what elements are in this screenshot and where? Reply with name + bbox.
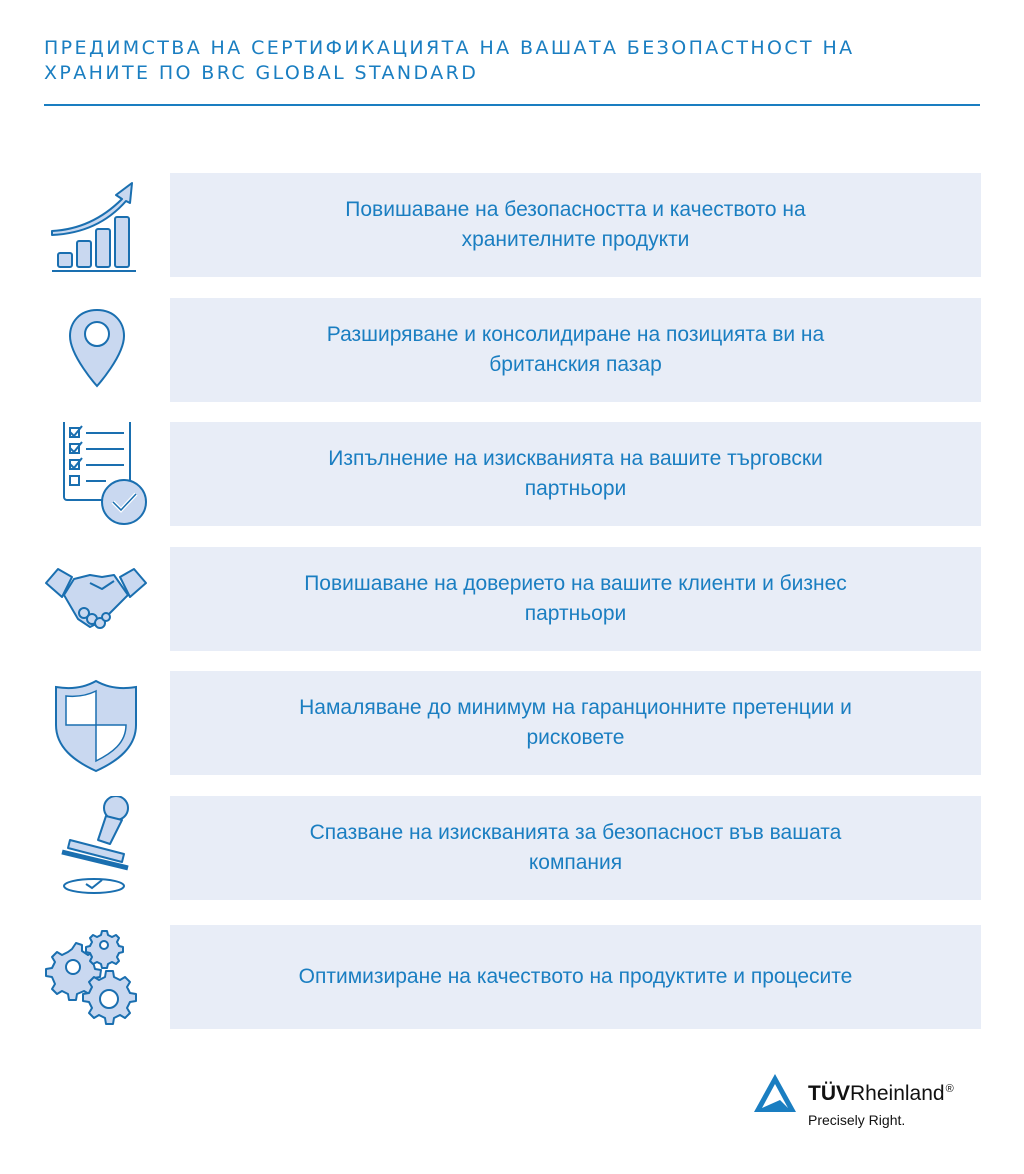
benefit-item bbox=[44, 796, 981, 900]
shield-icon bbox=[44, 671, 148, 775]
tuv-triangle-icon bbox=[752, 1072, 798, 1116]
gears-icon bbox=[44, 925, 148, 1029]
benefit-text: Повишаване на безопасността и качеството на хранителните продукти bbox=[345, 198, 806, 251]
benefit-item bbox=[44, 298, 981, 402]
title-line-1: ПРЕДИМСТВА НА СЕРТИФИКАЦИЯТА НА ВАШАТА БЕЗОПАСТНОСТ НА bbox=[44, 37, 855, 59]
benefit-panel bbox=[170, 173, 981, 277]
logo-brand bbox=[808, 1082, 954, 1106]
benefit-item bbox=[44, 547, 981, 651]
location-pin-icon bbox=[44, 298, 148, 402]
benefit-text: Изпълнение на изискванията на вашите търговски партньори bbox=[328, 447, 823, 500]
benefit-text: Разширяване и консолидиране на позицията ви на британския пазар bbox=[326, 323, 825, 376]
logo-tagline: Precisely Right. bbox=[808, 1112, 906, 1128]
benefit-text: Намаляване до минимум на гаранционните претенции и рисковете bbox=[299, 696, 852, 749]
benefit-panel bbox=[170, 671, 981, 775]
page-title bbox=[44, 36, 944, 86]
benefit-panel bbox=[170, 298, 981, 402]
benefit-item bbox=[44, 422, 981, 526]
stamp-icon bbox=[44, 796, 148, 900]
growth-chart-icon bbox=[44, 173, 148, 277]
handshake-icon bbox=[44, 547, 148, 651]
benefit-item bbox=[44, 173, 981, 277]
title-line-2: ХРАНИТЕ ПО BRC GLOBAL STANDARD bbox=[44, 62, 479, 84]
benefit-item bbox=[44, 925, 981, 1029]
benefit-text: Повишаване на доверието на вашите клиенти и бизнес партньори bbox=[304, 572, 847, 625]
benefit-panel bbox=[170, 796, 981, 900]
logo-brand-rest: Rheinland bbox=[850, 1082, 945, 1105]
benefit-text: Оптимизиране на качеството на продуктите и процесите bbox=[298, 965, 853, 988]
checklist-icon bbox=[44, 422, 148, 526]
logo-brand-bold: TÜV bbox=[808, 1082, 850, 1105]
benefit-panel bbox=[170, 422, 981, 526]
benefit-panel bbox=[170, 547, 981, 651]
benefit-text: Спазване на изискванията за безопасност във вашата компания bbox=[309, 821, 842, 874]
title-divider bbox=[44, 104, 980, 106]
tuv-rheinland-logo bbox=[752, 1070, 992, 1134]
benefit-item bbox=[44, 671, 981, 775]
logo-registered-mark: ® bbox=[945, 1083, 954, 1095]
benefit-panel bbox=[170, 925, 981, 1029]
